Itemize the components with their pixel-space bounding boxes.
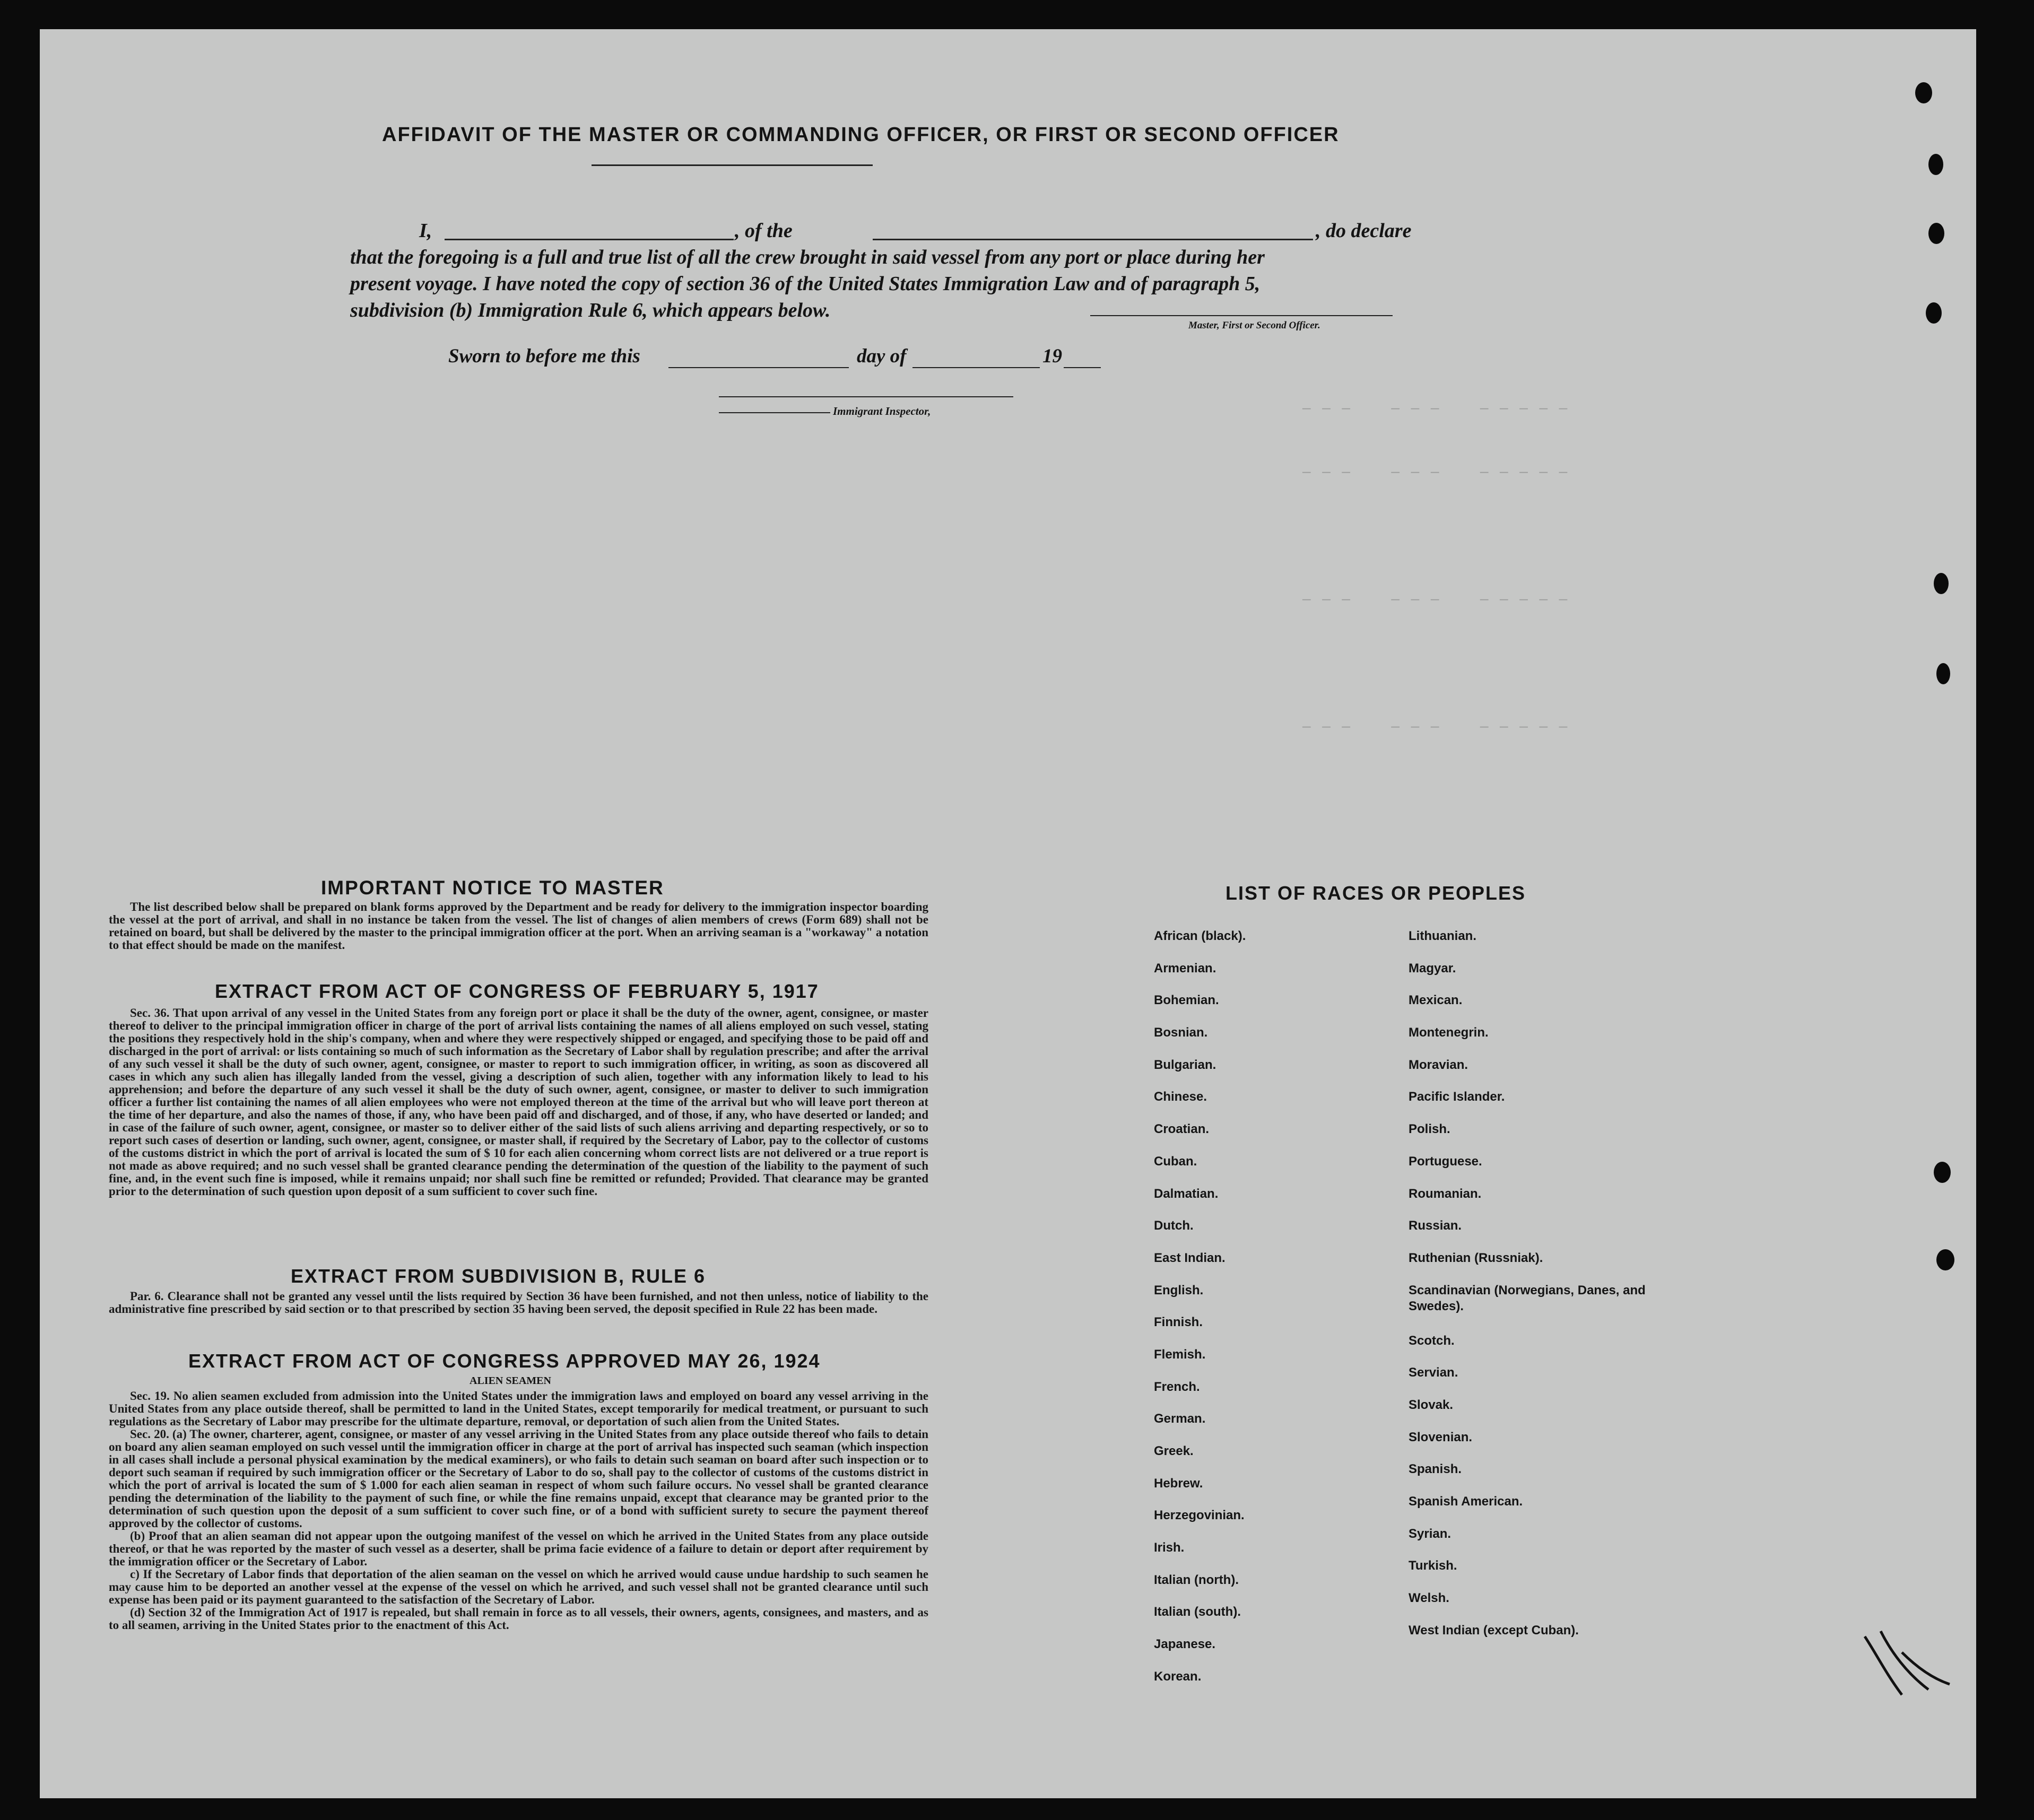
document-page	[40, 29, 1976, 1798]
binding-hole-mark	[1915, 82, 1932, 103]
race-item: Cuban.	[1154, 1154, 1197, 1169]
race-item: Turkish.	[1409, 1558, 1457, 1573]
race-item: Scandinavian (Norwegians, Danes, and Swedes).	[1409, 1283, 1646, 1313]
extract-1924-p3: (b) Proof that an alien seaman did not appear upon the outgoing manifest of the vessel on which he arrived in the United States from any place outside thereof, or that he was reported by the master of such vessel as a deserter, shall be prima facie evidence of a failure to detain or deport after requirement by the immigration officer or the Secretary of Labor.	[109, 1529, 928, 1568]
sworn-month-blank	[912, 367, 1040, 368]
title-underline	[592, 164, 873, 166]
decl-line-2: that the foregoing is a full and true list of all the crew brought in said vessel from any port or place during her	[350, 246, 1265, 268]
race-item: Bulgarian.	[1154, 1057, 1216, 1072]
race-item: Russian.	[1409, 1218, 1462, 1233]
sworn-day-of: day of	[857, 345, 907, 367]
race-item: Syrian.	[1409, 1526, 1451, 1541]
race-item: Welsh.	[1409, 1591, 1449, 1606]
sworn-text: Sworn to before me this	[448, 345, 640, 367]
bleed-through-4: — — — — — — — — — — —	[1302, 719, 1569, 735]
race-item: African (black).	[1154, 929, 1246, 943]
extract-1924-p5: (d) Section 32 of the Immigration Act of 1917 is repealed, but shall remain in force as to all vessels, their owners, agents, consignees, and masters, and as to all seamen, arriving in the United States prior to the enactment of this Act.	[109, 1606, 928, 1632]
rule6-paragraph: Par. 6. Clearance shall not be granted any vessel until the lists required by Section 36 have been furnished, and not then unless, notice of liability to the administrative fine prescribed by said section or to that prescribed by section 35 having been served, the deposit specified in Rule 22 has been made.	[109, 1290, 928, 1316]
extract-1924-p1: Sec. 19. No alien seamen excluded from admission into the United States under the immigration laws and employed on board any vessel arriving in the United States from any place outside thereof, shall be permitted to land in the United States, except temporarily for medical treatment, or pursuant to such regulations as the Secretary of Labor may prescribe for the ultimate departure, removal, or deportation of such alien from the United States.	[109, 1389, 928, 1428]
race-item: Polish.	[1409, 1122, 1450, 1137]
race-item: Ruthenian (Russniak).	[1409, 1250, 1543, 1265]
race-item: Moravian.	[1409, 1057, 1468, 1072]
binding-hole-mark	[1934, 1162, 1951, 1183]
races-right-column	[1409, 928, 1684, 1654]
race-item: Italian (north).	[1154, 1572, 1239, 1587]
race-item: West Indian (except Cuban).	[1409, 1623, 1579, 1638]
bleed-through-2: — — — — — — — — — — —	[1302, 464, 1569, 480]
extract-1924-p4: c) If the Secretary of Labor finds that deportation of the alien seaman on the vessel on which he arrived would cause undue hardship to such seamen he may cause him to be deported an another vessel at the expense of the vessel on which he arrived, and such vessel shall not be granted clearance until such expense has been paid or its payment guaranteed to the satisfaction of the Secretary of Labor.	[109, 1568, 928, 1606]
race-item: Herzegovinian.	[1154, 1508, 1245, 1523]
rule6-title: EXTRACT FROM SUBDIVISION B, RULE 6	[291, 1265, 706, 1287]
decl-line-4: subdivision (b) Immigration Rule 6, which appears below.	[350, 299, 831, 321]
race-item: Bosnian.	[1154, 1025, 1208, 1040]
binding-hole-mark	[1936, 1249, 1954, 1270]
sworn-day-blank	[668, 367, 849, 368]
races-title: LIST OF RACES OR PEOPLES	[1225, 882, 1526, 904]
inspector-caption: Immigrant Inspector,	[833, 405, 931, 417]
binding-hole-mark	[1934, 573, 1949, 594]
decl-line-3: present voyage. I have noted the copy of section 36 of the United States Immigration Law and of paragraph 5,	[350, 273, 1261, 295]
rule6-text	[109, 1290, 928, 1316]
race-item: Slovak.	[1409, 1397, 1454, 1412]
affidavit-declaration	[350, 217, 1416, 324]
race-item: French.	[1154, 1379, 1200, 1394]
extract-1924-title: EXTRACT FROM ACT OF CONGRESS APPROVED MAY 26, 1924	[188, 1350, 821, 1372]
extract-1917-text	[109, 1007, 928, 1198]
race-item: Greek.	[1154, 1444, 1194, 1458]
alien-seamen-subtitle: ALIEN SEAMEN	[470, 1375, 551, 1387]
races-left-column	[1154, 928, 1355, 1701]
race-item: Spanish.	[1409, 1462, 1462, 1477]
race-item: Roumanian.	[1409, 1186, 1482, 1201]
race-item: Pacific Islander.	[1409, 1090, 1505, 1104]
race-item: Korean.	[1154, 1669, 1202, 1684]
name-blank	[445, 239, 734, 240]
race-item: English.	[1154, 1283, 1204, 1297]
sworn-year: 19	[1042, 345, 1062, 367]
race-item: Japanese.	[1154, 1637, 1216, 1652]
race-item: Flemish.	[1154, 1347, 1206, 1362]
race-item: Italian (south).	[1154, 1605, 1241, 1619]
extract-1924-p2: Sec. 20. (a) The owner, charterer, agent, consignee, or master of any vessel arriving in the United States from any place outside thereof who fails to detain on board any alien seaman employed on such vessel until the immigration officer in charge at the port of arrival has inspected such seaman (which inspection in all cases shall include a personal physical examination by the medical examiners), or who fails to detain such seaman on board after such inspection or to deport such seaman if required by such immigration officer or the Secretary of Labor to do so, shall pay to the collector of customs of the customs district in which the port of arrival is located the sum of $ 1.000 for each alien seaman in respect of whom such failure occurs. No vessel shall be granted clearance pending the determination of the liability to the payment of such fine, or while the fine remains unpaid, except that clearance may be granted prior to the determination of such question upon the deposit of a sum sufficient to cover such fine, or of a bond with sufficient surety to secure the payment thereof approved by the collector of customs.	[109, 1427, 928, 1530]
signature-line	[1090, 315, 1393, 316]
race-item: Irish.	[1154, 1540, 1185, 1555]
decl-do-declare: , do declare	[1316, 220, 1412, 242]
extract-1917-paragraph: Sec. 36. That upon arrival of any vessel in the United States from any foreign port or place it shall be the duty of the owner, agent, consignee, or master thereof to deliver to the principal immigration officer in charge of the port of arrival lists containing the names of all aliens employed on such vessel, stating the positions they respectively hold in the ship's company, when and where they were respectively shipped or engaged, and specifying those to be paid off and discharged in the port of arrival: or lists containing so much of such information as the Secretary of Labor shall by regulation prescribe; and after the arrival of any such vessel it shall be the duty of such owner, agent, consignee, or master to report to such immigration officer, in writing, as soon as discovered all cases in which any such alien has illegally landed from the vessel, giving a description of such alien, together with any information likely to lead to his apprehension; and before the departure of any such vessel it shall be the duty of such owner, agent, consignee, or master to deliver to such immigration officer a further list containing the names of all alien employees who were not employed thereon at the time of the arrival but who will leave port thereon at the time of her departure, and also the names of those, if any, who have been paid off and discharged, and of those, if any, who have deserted or landed; and in case of the failure of such owner, agent, consignee, or master so to deliver either of the said lists of such aliens arriving and departing respectively, or so to report such cases of desertion or landing, such owner, agent, consignee, or master shall, if required by the Secretary of Labor, pay to the collector of customs of the customs district in which the port of arrival is located the sum of $ 10 for each alien concerning whom correct lists are not delivered or a true report is not made as above required; and no such vessel shall be granted clearance pending the determination of the question of the liability to the payment of such fine, and, in the event such fine is imposed, while it remains unpaid; nor shall such fine be remitted or refunded; Provided. That clearance may be granted prior to the determination of such question upon deposit of a sum sufficient to cover such fine.	[109, 1006, 928, 1198]
race-item: Bohemian.	[1154, 993, 1219, 1008]
race-item: Dalmatian.	[1154, 1186, 1219, 1201]
race-item: Portuguese.	[1409, 1154, 1482, 1169]
notice-text	[109, 901, 928, 952]
race-item: German.	[1154, 1412, 1206, 1426]
race-item: Hebrew.	[1154, 1476, 1203, 1491]
inspector-line	[719, 396, 1013, 397]
binding-hole-mark	[1926, 302, 1942, 324]
binding-hole-mark	[1928, 154, 1943, 175]
signature-caption: Master, First or Second Officer.	[1188, 320, 1320, 331]
extract-1917-title: EXTRACT FROM ACT OF CONGRESS OF FEBRUARY 5, 1917	[215, 980, 819, 1002]
sworn-year-blank	[1064, 367, 1101, 368]
handwritten-mark-icon	[1844, 1621, 1960, 1705]
race-item: Lithuanian.	[1409, 929, 1476, 943]
race-item: Dutch.	[1154, 1218, 1194, 1233]
race-item: Croatian.	[1154, 1122, 1210, 1137]
race-item: Chinese.	[1154, 1090, 1207, 1104]
race-item: Finnish.	[1154, 1315, 1203, 1330]
notice-paragraph: The list described below shall be prepared on blank forms approved by the Department and be ready for delivery to the immigration inspector boarding the vessel at the port of arrival, and shall in no instance be taken from the vessel. The list of changes of alien members of crews (Form 689) shall not be retained on board, but shall be delivered by the master to the principal immigration officer at the port. When an arriving seaman is a "workaway" a notation to that effect should be made on the manifest.	[109, 900, 928, 952]
race-item: Spanish American.	[1409, 1494, 1523, 1509]
decl-of-the: , of the	[735, 220, 793, 242]
binding-hole-mark	[1928, 223, 1944, 244]
inspector-sub-line	[719, 412, 830, 413]
notice-title: IMPORTANT NOTICE TO MASTER	[321, 877, 664, 899]
bleed-through-3: — — — — — — — — — — —	[1302, 591, 1569, 607]
binding-hole-mark	[1936, 663, 1950, 684]
race-item: Montenegrin.	[1409, 1025, 1489, 1040]
race-item: Scotch.	[1409, 1333, 1455, 1348]
race-item: Magyar.	[1409, 961, 1456, 976]
affidavit-title: AFFIDAVIT OF THE MASTER OR COMMANDING OFFICER, OR FIRST OR SECOND OFFICER	[382, 124, 1340, 146]
race-item: East Indian.	[1154, 1250, 1225, 1265]
race-item: Servian.	[1409, 1365, 1458, 1380]
vessel-blank	[873, 239, 1313, 240]
race-item: Mexican.	[1409, 993, 1463, 1008]
race-item: Slovenian.	[1409, 1430, 1473, 1444]
race-item: Armenian.	[1154, 961, 1216, 976]
extract-1924-text	[109, 1390, 928, 1632]
sworn-line	[448, 345, 1244, 371]
decl-i: I,	[419, 220, 432, 242]
bleed-through-1: — — — — — — — — — — —	[1302, 400, 1569, 416]
